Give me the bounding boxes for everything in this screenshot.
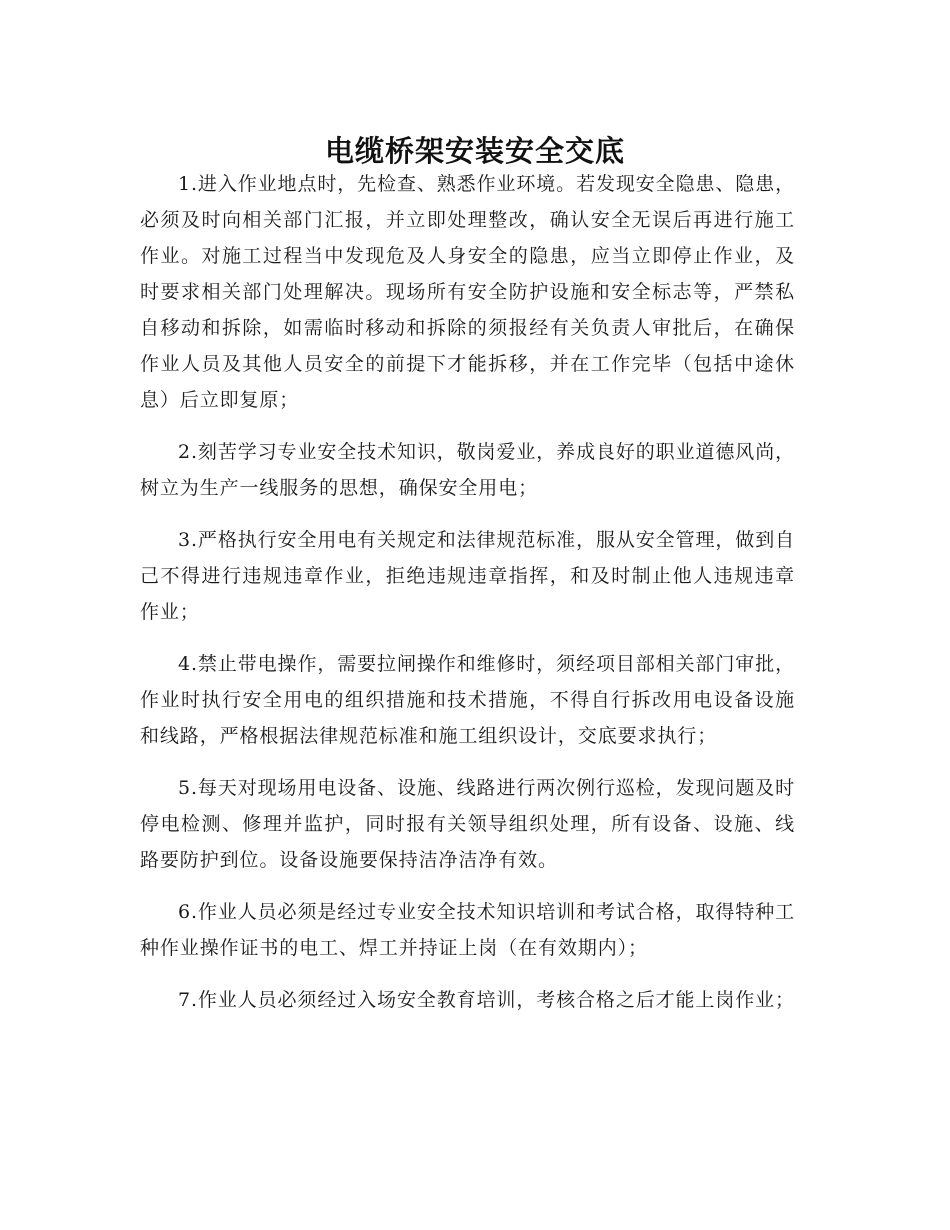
page-title: 电缆桥架安装安全交底 <box>324 134 625 169</box>
paragraph-7: 7.作业人员必须经过入场安全教育培训，考核合格之后才能上岗作业； <box>178 989 795 1011</box>
paragraph-1: 1.进入作业地点时，先检查、熟悉作业环境。若发现安全隐患、隐患，必须及时向相关部门汇报，并立即处理整改，确认安全无误后再进行施工作业。对施工过程当中发现危及人身安全的隐患，应当立即停止作业，及时要求相关部门处理解决。现场所有安全防护设施和安全标志等，严禁私自移动和拆除，如需临时移动和拆除的须报经有关负责人审批后，在确保作业人员及其他人员安全的前提下才能拆移，并在工作完毕（包括中途休息）后立即复原； <box>140 173 795 411</box>
document-body <box>140 166 795 1034</box>
paragraph-3: 3.严格执行安全用电有关规定和法律规范标准，服从安全管理，做到自己不得进行违规违章作业，拒绝违规违章指挥，和及时制止他人违规违章作业； <box>140 529 795 623</box>
paragraph-4: 4.禁止带电操作，需要拉闸操作和维修时，须经项目部相关部门审批，作业时执行安全用电的组织措施和技术措施，不得自行拆改用电设备设施和线路，严格根据法律规范标准和施工组织设计，交底要求执行； <box>140 653 795 747</box>
paragraph-2: 2.刻苦学习专业安全技术知识，敬岗爱业，养成良好的职业道德风尚，树立为生产一线服务的思想，确保安全用电； <box>140 441 795 499</box>
paragraph-5: 5.每天对现场用电设备、设施、线路进行两次例行巡检，发现问题及时停电检测、修理并监护，同时报有关领导组织处理，所有设备、设施、线路要防护到位。设备设施要保持洁净洁净有效。 <box>140 777 795 871</box>
paragraph-6: 6.作业人员必须是经过专业安全技术知识培训和考试合格，取得特种工种作业操作证书的电工、焊工并持证上岗（在有效期内）； <box>140 901 795 959</box>
